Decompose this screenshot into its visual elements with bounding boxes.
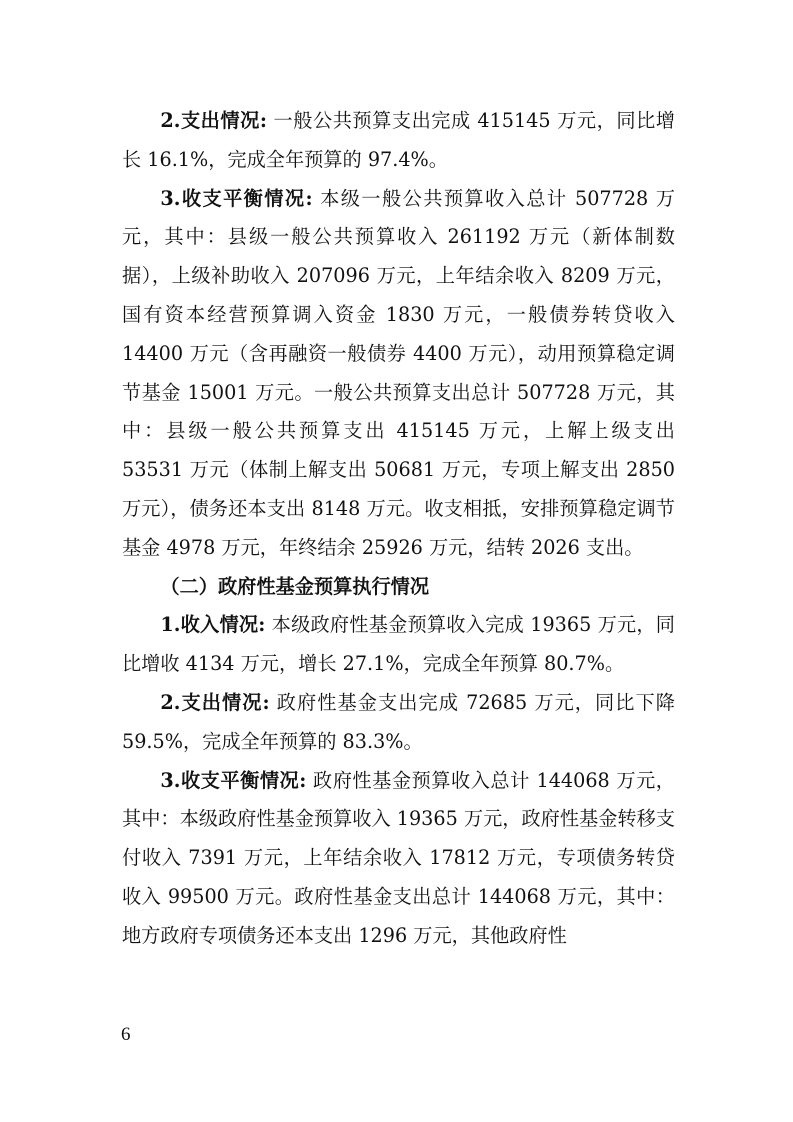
fund-income-text: 本级政府性基金预算收入完成 19365 万元，同比增收 4134 万元，增长 27.1%，完成全年预算 80.7%。 xyxy=(122,613,675,676)
fund-expenditure-label: 2.支出情况: xyxy=(160,690,270,714)
fund-balance-text: 政府性基金预算收入总计 144068 万元，其中：本级政府性基金预算收入 19365 万元，政府性基金转移支付收入 7391 万元，上年结余收入 17812 万元，专项债务转贷收入 99500 万元。政府性基金支出总计 144068 万元，其中：地方政府专项债务还本支出 1296 万元，其他政府性 xyxy=(122,768,675,947)
fund-income-label: 1.收入情况: xyxy=(160,613,266,637)
fund-budget-heading: （二）政府性基金预算执行情况 xyxy=(160,574,430,598)
general-balance-label: 3.收支平衡情况: xyxy=(160,186,313,210)
fund-income-paragraph xyxy=(122,606,675,684)
general-balance-paragraph xyxy=(122,180,675,568)
page-number: 6 xyxy=(121,1024,131,1045)
document-body xyxy=(122,102,675,956)
fund-expenditure-text: 政府性基金支出完成 72685 万元，同比下降 59.5%，完成全年预算的 83.3%。 xyxy=(122,690,675,753)
general-balance-text: 本级一般公共预算收入总计 507728 万元，其中：县级一般公共预算收入 261192 万元（新体制数据），上级补助收入 207096 万元，上年结余收入 8209 万元，国有资本经营预算调入资金 1830 万元，一般债券转贷收入 14400 万元（含再融资一般债券 4400 万元），动用预算稳定调节基金 15001 万元。一般公共预算支出总计 507728 万元，其中：县级一般公共预算支出 415145 万元，上解上级支出 53531 万元（体制上解支出 50681 万元，专项上解支出 2850 万元），债务还本支出 8148 万元。收支相抵，安排预算稳定调节基金 4978 万元，年终结余 25926 万元，结转 2026 支出。 xyxy=(122,186,675,559)
general-expenditure-label: 2.支出情况: xyxy=(160,109,267,132)
fund-expenditure-paragraph xyxy=(122,684,675,762)
fund-balance-paragraph xyxy=(122,762,675,956)
general-expenditure-text: 一般公共预算支出完成 415145 万元，同比增长 16.1%，完成全年预算的 97.4%。 xyxy=(122,109,675,171)
general-expenditure-paragraph xyxy=(122,102,675,180)
fund-balance-label: 3.收支平衡情况: xyxy=(160,768,307,792)
